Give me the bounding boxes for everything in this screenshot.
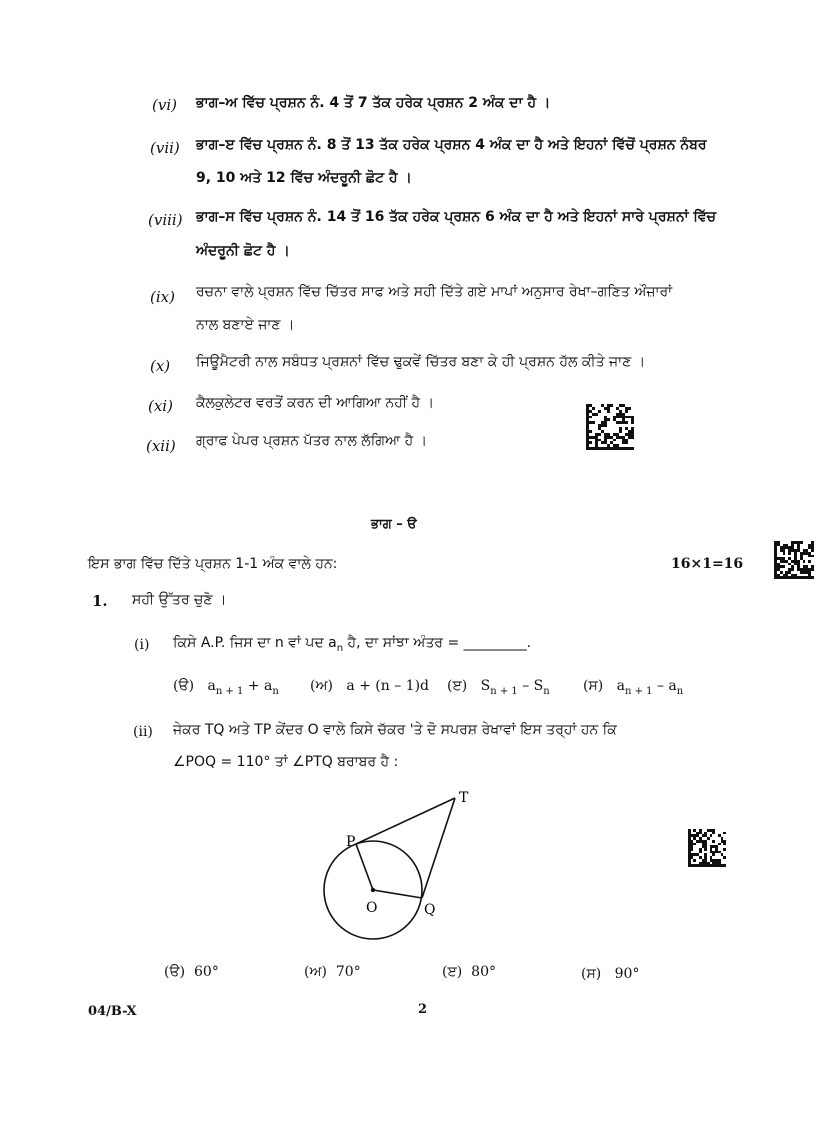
instruction-x-number: (x) xyxy=(150,357,171,375)
option-1i-c[interactable]: (ੲ) $S_{n + 1} - S_n$ xyxy=(447,678,550,697)
instruction-xii-number: (xii) xyxy=(146,437,176,455)
instruction-vii-number: (vii) xyxy=(150,139,180,157)
instruction-vi-text: ਭਾਗ–ਅ ਵਿੱਚ ਪ੍ਰਸ਼ਨ ਨੰ. 4 ਤੋਂ 7 ਤੱਕ ਹਰੇਕ ਪ੍ਰਸ਼ਨ 2 ਅੰਕ ਦਾ ਹੈ । xyxy=(196,95,551,111)
question-1i-text: ਕਿਸੇ A.P. ਜਿਸ ਦਾ n ਵਾਂ ਪਦ $a_n$ ਹੈ, ਦਾ ਸਾਂਝਾ ਅੰਤਰ = _________. xyxy=(173,635,532,654)
option-1i-b[interactable]: (ਅ) a + (n – 1)d xyxy=(310,678,430,694)
instruction-vii-text-line2: 9, 10 ਅਤੇ 12 ਵਿੱਚ ਅੰਦਰੂਨੀ ਛੋਟ ਹੈ । xyxy=(196,170,412,186)
circle-tangent-figure xyxy=(300,780,500,955)
radius-op xyxy=(356,844,373,890)
option-1ii-c[interactable]: (ੲ) 80° xyxy=(442,964,496,980)
data-matrix-code xyxy=(688,829,726,867)
label-o: O xyxy=(366,900,378,916)
radius-oq xyxy=(373,890,422,898)
question-1ii-text-line2: ∠POQ = 110° ਤਾਂ ∠PTQ ਬਰਾਬਰ ਹੈ : xyxy=(173,754,399,770)
section-title: ਭਾਗ – ੳ xyxy=(371,517,417,532)
instruction-x-text: ਜਿਊਮੈਟਰੀ ਨਾਲ ਸਬੰਧਤ ਪ੍ਰਸ਼ਨਾਂ ਵਿੱਚ ਢੁਕਵੇਂ ਚਿੱਤਰ ਬਣਾ ਕੇ ਹੀ ਪ੍ਰਸ਼ਨ ਹੱਲ ਕੀਤੇ ਜਾਣ । xyxy=(196,354,646,370)
data-matrix-code xyxy=(586,404,634,450)
section-marks: 16×1=16 xyxy=(671,556,744,572)
option-1i-d[interactable]: (ਸ) $a_{n + 1} - a_n$ xyxy=(583,678,684,697)
paper-code: 04/B-X xyxy=(88,1004,137,1019)
instruction-xi-text: ਕੈਲਕੁਲੇਟਰ ਵਰਤੋਂ ਕਰਨ ਦੀ ਆਗਿਆ ਨਹੀਂ ਹੈ । xyxy=(196,395,435,411)
section-intro: ਇਸ ਭਾਗ ਵਿੱਚ ਦਿੱਤੇ ਪ੍ਰਸ਼ਨ 1-1 ਅੰਕ ਵਾਲੇ ਹਨ: xyxy=(88,556,338,572)
instruction-xi-number: (xi) xyxy=(148,397,173,415)
instruction-viii-text-line1: ਭਾਗ–ਸ ਵਿੱਚ ਪ੍ਰਸ਼ਨ ਨੰ. 14 ਤੋਂ 16 ਤੱਕ ਹਰੇਕ ਪ੍ਰਸ਼ਨ 6 ਅੰਕ ਦਾ ਹੈ ਅਤੇ ਇਹਨਾਂ ਸਾਰੇ ਪ੍ਰਸ਼ਨਾਂ ਵਿੱਚ xyxy=(196,209,717,225)
question-1-number: 1. xyxy=(92,592,108,610)
label-p: P xyxy=(346,834,356,850)
instruction-viii-number: (viii) xyxy=(148,211,183,229)
option-1ii-b[interactable]: (ਅ) 70° xyxy=(304,964,361,980)
question-1ii-number: (ii) xyxy=(133,724,153,740)
option-1i-a[interactable]: (ੳ) $a_{n + 1} + a_n$ xyxy=(173,678,279,697)
qr-code xyxy=(774,541,814,579)
question-1i-number: (i) xyxy=(134,637,150,653)
instruction-ix-text-line2: ਨਾਲ ਬਣਾਏ ਜਾਣ । xyxy=(196,317,295,333)
instruction-vi-number: (vi) xyxy=(152,96,177,114)
option-1ii-d[interactable]: (ਸ) 90° xyxy=(581,966,640,982)
instruction-viii-text-line2: ਅੰਦਰੂਨੀ ਛੋਟ ਹੈ । xyxy=(196,243,290,259)
instruction-ix-text-line1: ਰਚਨਾ ਵਾਲੇ ਪ੍ਰਸ਼ਨ ਵਿੱਚ ਚਿੱਤਰ ਸਾਫ ਅਤੇ ਸਹੀ ਦਿੱਤੇ ਗਏ ਮਾਪਾਂ ਅਨੁਸਾਰ ਰੇਖਾ–ਗਣਿਤ ਔਜ਼ਾਰਾਂ xyxy=(196,284,673,300)
label-t: T xyxy=(459,790,469,806)
option-1ii-a[interactable]: (ੳ) 60° xyxy=(164,964,219,980)
center-point xyxy=(371,888,375,892)
tangent-tp xyxy=(356,798,455,844)
page-number: 2 xyxy=(418,1002,428,1017)
question-1-text: ਸਹੀ ਉੱਤਰ ਚੁਣੋ । xyxy=(132,592,227,608)
label-q: Q xyxy=(424,902,436,918)
instruction-xii-text: ਗ੍ਰਾਫ ਪੇਪਰ ਪ੍ਰਸ਼ਨ ਪੱਤਰ ਨਾਲ ਲੱਗਿਆ ਹੈ । xyxy=(196,433,428,449)
question-1ii-text-line1: ਜੇਕਰ TQ ਅਤੇ TP ਕੇਂਦਰ O ਵਾਲੇ ਕਿਸੇ ਚੱਕਰ 'ਤੇ ਦੋ ਸਪਰਸ਼ ਰੇਖਾਵਾਂ ਇਸ ਤਰ੍ਹਾਂ ਹਨ ਕਿ xyxy=(173,722,617,738)
instruction-vii-text-line1: ਭਾਗ–ੲ ਵਿੱਚ ਪ੍ਰਸ਼ਨ ਨੰ. 8 ਤੋਂ 13 ਤੱਕ ਹਰੇਕ ਪ੍ਰਸ਼ਨ 4 ਅੰਕ ਦਾ ਹੈ ਅਤੇ ਇਹਨਾਂ ਵਿੱਚੋਂ ਪ੍ਰਸ਼ਨ ਨੰਬਰ xyxy=(196,137,707,153)
instruction-ix-number: (ix) xyxy=(150,288,175,306)
tangent-tq xyxy=(422,798,455,898)
